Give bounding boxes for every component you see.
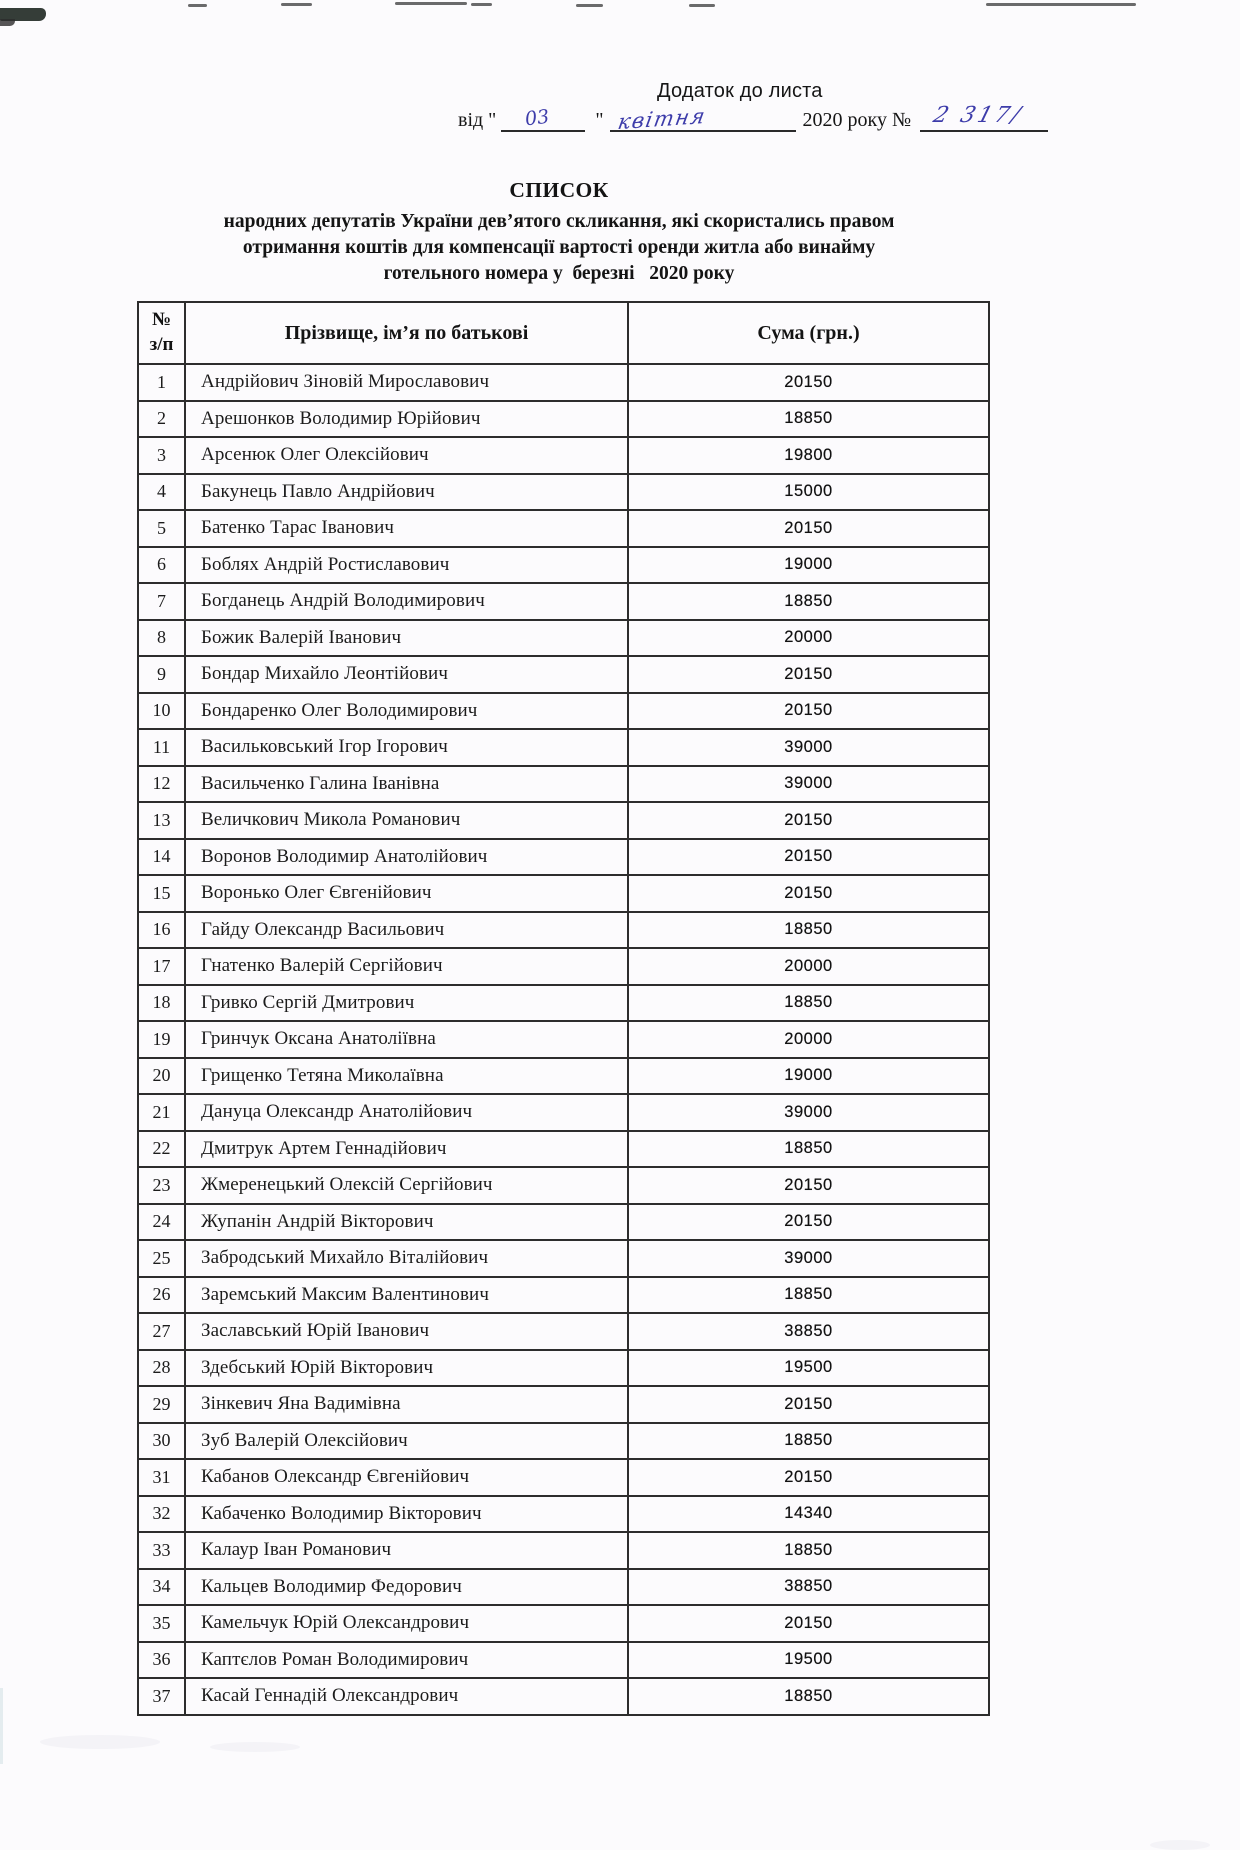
table-row (138, 766, 989, 803)
scan-artifact-corner (0, 8, 46, 21)
amount-cell: 18850 (628, 1423, 989, 1460)
deputy-name-cell: Андрійович Зіновій Мирославович (185, 364, 628, 401)
amount-cell: 20150 (628, 1167, 989, 1204)
scan-artifact-edge (0, 1688, 3, 1764)
amount-cell: 20150 (628, 1459, 989, 1496)
table-row (138, 693, 989, 730)
row-number-cell: 22 (138, 1131, 185, 1168)
row-number-cell: 20 (138, 1058, 185, 1095)
amount-cell: 18850 (628, 985, 989, 1022)
table-row (138, 401, 989, 438)
amount-cell: 20150 (628, 839, 989, 876)
amount-cell: 20150 (628, 693, 989, 730)
table-row (138, 1021, 989, 1058)
row-number-cell: 23 (138, 1167, 185, 1204)
table-row (138, 948, 989, 985)
amount-cell: 20150 (628, 364, 989, 401)
table-row (138, 1094, 989, 1131)
row-number-cell: 31 (138, 1459, 185, 1496)
deputy-name-cell: Батенко Тарас Іванович (185, 510, 628, 547)
scan-artifact-dash (689, 4, 715, 7)
row-number-cell: 13 (138, 802, 185, 839)
row-number-cell: 24 (138, 1204, 185, 1241)
deputy-name-cell: Бондаренко Олег Володимирович (185, 693, 628, 730)
deputies-table (137, 301, 990, 1716)
amount-cell: 19000 (628, 547, 989, 584)
row-number-cell: 30 (138, 1423, 185, 1460)
deputy-name-cell: Дмитрук Артем Геннадійович (185, 1131, 628, 1168)
column-header-name: Прізвище, ім’я по батькові (185, 302, 628, 364)
row-number-cell: 9 (138, 656, 185, 693)
scan-artifact-dash (395, 2, 467, 5)
deputy-name-cell: Зуб Валерій Олексійович (185, 1423, 628, 1460)
deputy-name-cell: Бакунець Павло Андрійович (185, 474, 628, 511)
deputy-name-cell: Гринчук Оксана Анатоліївна (185, 1021, 628, 1058)
deputy-name-cell: Гайду Олександр Васильович (185, 912, 628, 949)
table-row (138, 583, 989, 620)
row-number-cell: 34 (138, 1569, 185, 1606)
table-row (138, 1131, 989, 1168)
row-number-cell: 3 (138, 437, 185, 474)
row-number-cell: 33 (138, 1532, 185, 1569)
row-number-cell: 16 (138, 912, 185, 949)
deputy-name-cell: Гнатенко Валерій Сергійович (185, 948, 628, 985)
deputy-name-cell: Васильковський Ігор Ігорович (185, 729, 628, 766)
table-row (138, 729, 989, 766)
deputy-name-cell: Касай Геннадій Олександрович (185, 1678, 628, 1715)
row-number-cell: 26 (138, 1277, 185, 1314)
title-line-1: народних депутатів України дев’ятого скликання, які скористались правом (223, 211, 895, 232)
amount-cell: 39000 (628, 1240, 989, 1277)
scan-artifact-dash (986, 3, 1136, 6)
amount-cell: 18850 (628, 912, 989, 949)
date-closing-quote: " (595, 109, 604, 131)
scan-artifact-dash (576, 4, 603, 7)
amount-cell: 20150 (628, 1386, 989, 1423)
table-row (138, 620, 989, 657)
deputy-name-cell: Богданець Андрій Володимирович (185, 583, 628, 620)
table-row (138, 912, 989, 949)
amount-cell: 20000 (628, 948, 989, 985)
row-number-cell: 11 (138, 729, 185, 766)
deputy-name-cell: Дануца Олександр Анатолійович (185, 1094, 628, 1131)
table-row (138, 839, 989, 876)
amount-cell: 20150 (628, 802, 989, 839)
table-row (138, 875, 989, 912)
deputy-name-cell: Кабаченко Володимир Вікторович (185, 1496, 628, 1533)
row-number-cell: 5 (138, 510, 185, 547)
deputy-name-cell: Жупанін Андрій Вікторович (185, 1204, 628, 1241)
table-row (138, 1496, 989, 1533)
table-row (138, 1058, 989, 1095)
deputy-name-cell: Гривко Сергій Дмитрович (185, 985, 628, 1022)
row-number-cell: 14 (138, 839, 185, 876)
row-number-cell: 36 (138, 1642, 185, 1679)
column-header-sum: Сума (грн.) (628, 302, 989, 364)
deputy-name-cell: Величкович Микола Романович (185, 802, 628, 839)
row-number-cell: 8 (138, 620, 185, 657)
amount-cell: 18850 (628, 1277, 989, 1314)
amount-cell: 20150 (628, 510, 989, 547)
deputy-name-cell: Боблях Андрій Ростиславович (185, 547, 628, 584)
deputy-name-cell: Здебський Юрій Вікторович (185, 1350, 628, 1387)
row-number-cell: 15 (138, 875, 185, 912)
deputy-name-cell: Воронько Олег Євгенійович (185, 875, 628, 912)
table-row (138, 802, 989, 839)
row-number-cell: 7 (138, 583, 185, 620)
scan-artifact-dash (281, 3, 312, 6)
table-row (138, 364, 989, 401)
row-number-cell: 25 (138, 1240, 185, 1277)
row-number-cell: 18 (138, 985, 185, 1022)
deputy-name-cell: Бондар Михайло Леонтійович (185, 656, 628, 693)
amount-cell: 18850 (628, 1131, 989, 1168)
row-number-cell: 12 (138, 766, 185, 803)
amount-cell: 20150 (628, 875, 989, 912)
amount-cell: 20150 (628, 1605, 989, 1642)
amount-cell: 20000 (628, 620, 989, 657)
table-row (138, 985, 989, 1022)
amount-cell: 18850 (628, 1532, 989, 1569)
amount-cell: 14340 (628, 1496, 989, 1533)
table-header-row (138, 302, 989, 364)
amount-cell: 38850 (628, 1313, 989, 1350)
title-line-2: отримання коштів для компенсації вартості оренди житла або винайму (242, 237, 876, 258)
table-body (138, 364, 989, 1715)
deputy-name-cell: Калаур Іван Романович (185, 1532, 628, 1569)
row-number-cell: 4 (138, 474, 185, 511)
table-row (138, 1642, 989, 1679)
scan-artifact-corner (0, 19, 15, 26)
amount-cell: 18850 (628, 1678, 989, 1715)
deputy-name-cell: Забродський Михайло Віталійович (185, 1240, 628, 1277)
scan-artifact-dash (471, 3, 492, 6)
table-row (138, 1459, 989, 1496)
handwritten-month: квітня (615, 103, 708, 135)
row-number-cell: 6 (138, 547, 185, 584)
table-row (138, 1569, 989, 1606)
deputy-name-cell: Кабанов Олександр Євгенійович (185, 1459, 628, 1496)
table-row (138, 437, 989, 474)
document-title: СПИСОК (509, 178, 609, 202)
deputy-name-cell: Арешонков Володимир Юрійович (185, 401, 628, 438)
deputy-name-cell: Грищенко Тетяна Миколаївна (185, 1058, 628, 1095)
table-row (138, 1350, 989, 1387)
deputy-name-cell: Жмеренецький Олексій Сергійович (185, 1167, 628, 1204)
row-number-cell: 17 (138, 948, 185, 985)
row-number-cell: 27 (138, 1313, 185, 1350)
scan-artifact-smudge (210, 1742, 300, 1752)
deputy-name-cell: Заремський Максим Валентинович (185, 1277, 628, 1314)
column-header-number-line2: з/п (149, 334, 174, 355)
deputy-name-cell: Зінкевич Яна Вадимівна (185, 1386, 628, 1423)
deputy-name-cell: Кальцев Володимир Федорович (185, 1569, 628, 1606)
table-row (138, 1532, 989, 1569)
table-row (138, 1386, 989, 1423)
date-line (458, 102, 1048, 135)
table-row (138, 474, 989, 511)
deputy-name-cell: Каптєлов Роман Володимирович (185, 1642, 628, 1679)
table-row (138, 1277, 989, 1314)
amount-cell: 18850 (628, 401, 989, 438)
date-year-label: 2020 року № (802, 109, 912, 131)
row-number-cell: 10 (138, 693, 185, 730)
amount-cell: 20150 (628, 1204, 989, 1241)
amount-cell: 19800 (628, 437, 989, 474)
amount-cell: 19000 (628, 1058, 989, 1095)
deputy-name-cell: Заславський Юрій Іванович (185, 1313, 628, 1350)
table-row (138, 1204, 989, 1241)
row-number-cell: 2 (138, 401, 185, 438)
amount-cell: 20000 (628, 1021, 989, 1058)
row-number-cell: 29 (138, 1386, 185, 1423)
title-block (130, 178, 988, 287)
row-number-cell: 19 (138, 1021, 185, 1058)
table-row (138, 1313, 989, 1350)
table-row (138, 1423, 989, 1460)
table-row (138, 547, 989, 584)
amount-cell: 18850 (628, 583, 989, 620)
deputy-name-cell: Воронов Володимир Анатолійович (185, 839, 628, 876)
deputy-name-cell: Васильченко Галина Іванівна (185, 766, 628, 803)
scan-artifact-dash (188, 4, 207, 7)
table-row (138, 1678, 989, 1715)
row-number-cell: 32 (138, 1496, 185, 1533)
date-month-blank (610, 103, 796, 135)
amount-cell: 39000 (628, 729, 989, 766)
handwritten-day: 03 (524, 105, 551, 131)
amount-cell: 39000 (628, 1094, 989, 1131)
amount-cell: 20150 (628, 656, 989, 693)
row-number-cell: 35 (138, 1605, 185, 1642)
amount-cell: 38850 (628, 1569, 989, 1606)
row-number-cell: 28 (138, 1350, 185, 1387)
deputy-name-cell: Камельчук Юрій Олександрович (185, 1605, 628, 1642)
table-row (138, 510, 989, 547)
column-header-number-line1: № (151, 309, 172, 331)
deputy-name-cell: Арсенюк Олег Олексійович (185, 437, 628, 474)
table-row (138, 1167, 989, 1204)
amount-cell: 15000 (628, 474, 989, 511)
letter-number-blank (920, 103, 1048, 132)
date-prefix: від " (458, 109, 497, 131)
title-line-3: готельного номера у березні 2020 року (383, 263, 735, 284)
row-number-cell: 1 (138, 364, 185, 401)
scan-artifact-smudge (1150, 1840, 1210, 1850)
handwritten-letter-number: 2 317/ (930, 103, 1027, 128)
annex-note: Додаток до листа (657, 80, 823, 102)
amount-cell: 39000 (628, 766, 989, 803)
date-day-blank (501, 103, 585, 132)
scan-artifact-smudge (40, 1735, 160, 1749)
row-number-cell: 21 (138, 1094, 185, 1131)
amount-cell: 19500 (628, 1350, 989, 1387)
table-row (138, 1605, 989, 1642)
table-row (138, 656, 989, 693)
table-row (138, 1240, 989, 1277)
column-header-number (138, 302, 185, 364)
deputy-name-cell: Божик Валерій Іванович (185, 620, 628, 657)
row-number-cell: 37 (138, 1678, 185, 1715)
amount-cell: 19500 (628, 1642, 989, 1679)
